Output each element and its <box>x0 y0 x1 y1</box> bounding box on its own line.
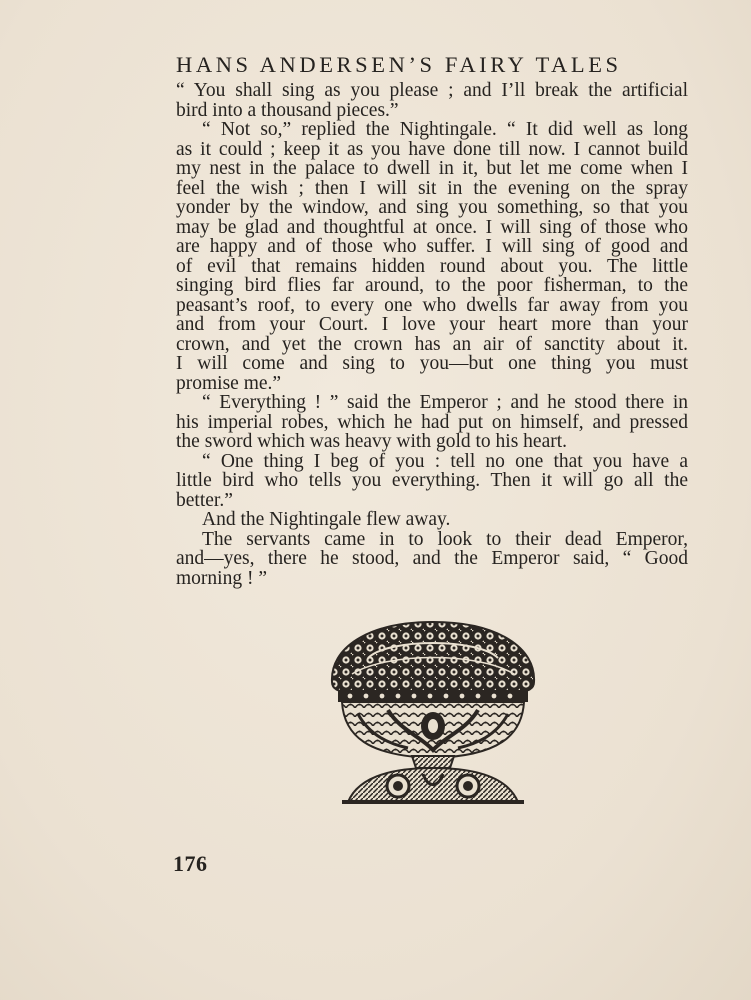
text-line: as it could ; keep it as you have done till now. I cannot build <box>176 138 688 160</box>
text-line: the sword which was heavy with gold to his heart. <box>176 431 568 452</box>
text-line: The servants came in to look to their dead Emperor, <box>202 528 688 550</box>
text-line: promise me.” <box>176 372 282 394</box>
running-header: HANS ANDERSEN’S FAIRY TALES <box>176 52 622 77</box>
text-line: are happy and of those who suffer. I will sing of good and <box>176 236 688 257</box>
text-line: And the Nightingale flew away. <box>202 509 451 530</box>
text-line: “ One thing I beg of you : tell no one that you have a <box>202 450 688 472</box>
text-line: little bird who tells you everything. Then it will go all the <box>176 470 688 491</box>
text-line: yonder by the window, and sing you something, so that you <box>176 197 688 218</box>
text-line: and from your Court. I love your heart more than your <box>176 314 688 335</box>
text-line: “ You shall sing as you please ; and I’ll break the artificial <box>176 80 688 101</box>
text-line: singing bird flies far around, to the poor fisherman, to the <box>176 275 688 296</box>
body-text <box>176 81 688 588</box>
text-line: his imperial robes, which he had put on himself, and pressed <box>176 411 688 433</box>
text-line: “ Everything ! ” said the Emperor ; and he stood there in <box>202 392 688 413</box>
text-line: better.” <box>176 489 233 511</box>
text-line: of evil that remains hidden round about you. The little <box>176 255 688 277</box>
text-line: crown, and yet the crown has an air of sanctity about it. <box>176 333 688 355</box>
text-line: and—yes, there he stood, and the Emperor said, “ Good <box>176 548 688 569</box>
text-line: peasant’s roof, to every one who dwells far away from you <box>176 294 688 316</box>
text-line: my nest in the palace to dwell in it, but let me come when I <box>176 158 688 179</box>
text-line: “ Not so,” replied the Nightingale. “ It did well as long <box>202 119 688 140</box>
text-line: I will come and sing to you—but one thing you must <box>176 353 688 374</box>
text-line: may be glad and thoughtful at once. I will sing of those who <box>176 216 688 238</box>
text-line: feel the wish ; then I will sit in the evening on the spray <box>176 177 688 199</box>
page-number: 176 <box>173 851 208 876</box>
text-line: morning ! ” <box>176 567 267 589</box>
tailpiece-ornament <box>328 618 538 806</box>
text-line: bird into a thousand pieces.” <box>176 99 399 121</box>
